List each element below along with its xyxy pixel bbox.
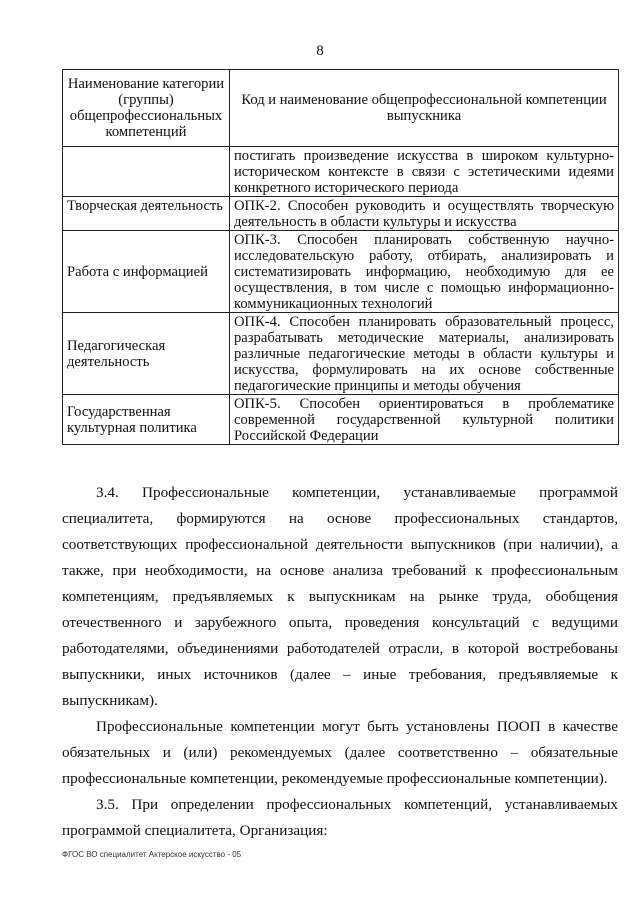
table-row bbox=[63, 231, 619, 313]
table-header-row bbox=[63, 70, 619, 147]
category-cell: Государственная культурная политика bbox=[63, 395, 230, 445]
header-category: Наименование категории (группы) общепрофессиональных компетенций bbox=[63, 70, 230, 147]
document-footer: ФГОС ВО специалитет Актерское искусство - 05 bbox=[62, 850, 242, 859]
table-row bbox=[63, 147, 619, 197]
competency-cell: ОПК-4. Способен планировать образовательный процесс, разрабатывать методические материалы, анализировать различные педагогические методы в области культуры и искусства, формулировать на их основе собственные педагогические принципы и методы обучения bbox=[230, 313, 619, 395]
header-code: Код и наименование общепрофессиональной компетенции выпускника bbox=[230, 70, 619, 147]
category-cell: Педагогическая деятельность bbox=[63, 313, 230, 395]
paragraph-3-5: 3.5. При определении профессиональных компетенций, устанавливаемых программой специалитета, Организация: bbox=[62, 796, 618, 839]
table-row bbox=[63, 197, 619, 231]
table-row bbox=[63, 313, 619, 395]
paragraph-professional-competencies: Профессиональные компетенции могут быть установлены ПООП в качестве обязательных и (или) рекомендуемых (далее соответственно – обязательные профессиональные компетенции, рекомендуемые профессиональные компетенции). bbox=[62, 718, 618, 787]
category-cell: Творческая деятельность bbox=[63, 197, 230, 231]
table-row bbox=[63, 395, 619, 445]
category-cell: Работа с информацией bbox=[63, 231, 230, 313]
paragraph-3-4: 3.4. Профессиональные компетенции, устанавливаемые программой специалитета, формируются на основе профессиональных стандартов, соответствующих профессиональной деятельности выпускников (при наличии), а также, при необходимости, на основе анализа требований к профессиональным компетенциям, предъявляемых к выпускникам на рынке труда, обобщения отечественного и зарубежного опыта, проведения консультаций с ведущими работодателями, объединениями работодателей отрасли, в которой востребованы выпускники, иных источников (далее – иные требования, предъявляемые к выпускникам). bbox=[62, 484, 618, 709]
competency-cell: ОПК-2. Способен руководить и осуществлять творческую деятельность в области культуры и искусства bbox=[230, 197, 619, 231]
competency-cell: ОПК-3. Способен планировать собственную научно-исследовательскую работу, отбирать, анализировать и систематизировать информацию, необходимую для ее осуществления, в том числе с помощью информационно-коммуникационных технологий bbox=[230, 231, 619, 313]
category-cell bbox=[63, 147, 230, 197]
competency-cell: ОПК-5. Способен ориентироваться в проблематике современной государственной культурной политики Российской Федерации bbox=[230, 395, 619, 445]
competency-cell: постигать произведение искусства в широком культурно-историческом контексте в связи с эстетическими идеями конкретного исторического периода bbox=[230, 147, 619, 197]
page-number: 8 bbox=[316, 43, 324, 59]
competency-table bbox=[62, 69, 619, 445]
